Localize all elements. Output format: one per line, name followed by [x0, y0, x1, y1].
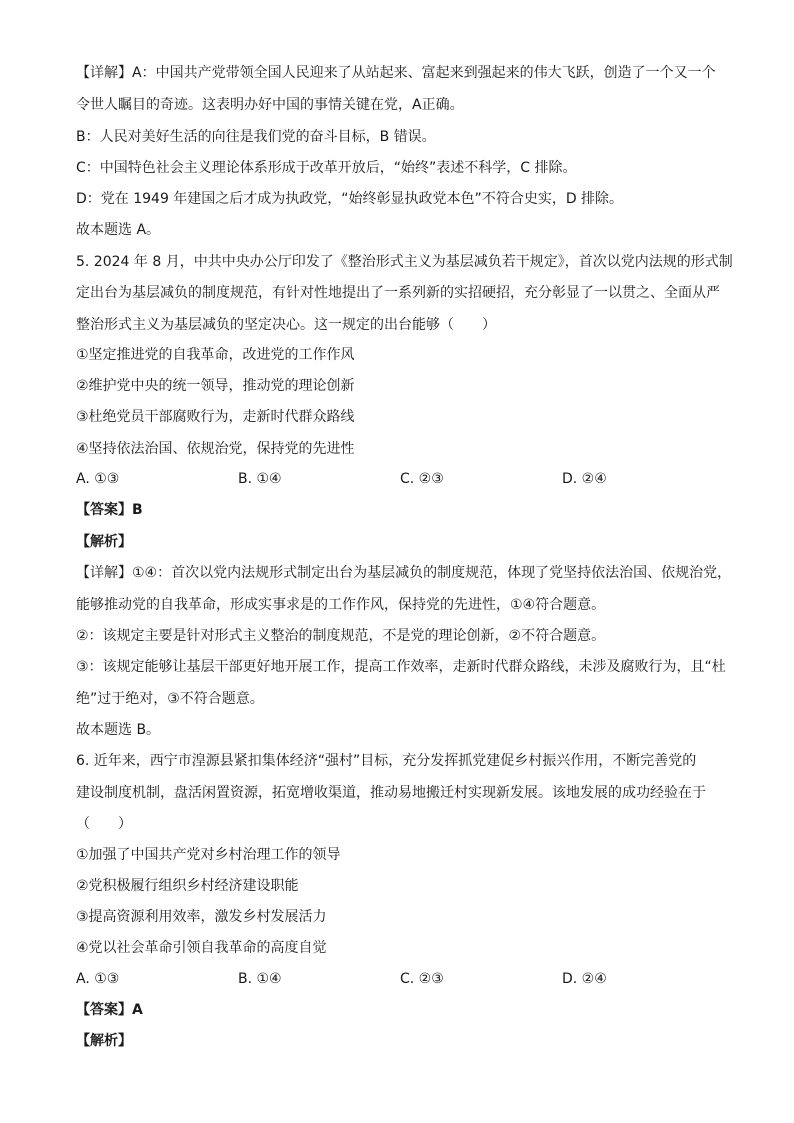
- q5-option-d: D. ②④: [562, 471, 607, 487]
- q5-statement-4: ④坚持依法治国、依规治党，保持党的先进性: [76, 441, 355, 457]
- q5-explain-line2: 能够推动党的自我革命，形成实事求是的工作作风，保持党的先进性，①④符合题意。: [76, 597, 606, 613]
- q6-stem-line1: 6. 近年来，西宁市湟源县紧扣集体经济“强村”目标，充分发挥抓党建促乡村振兴作用，不断完善党的: [76, 753, 697, 769]
- q5-statement-2: ②维护党中央的统一领导，推动党的理论创新: [76, 378, 355, 394]
- q5-explain-line1: 【详解】①④：首次以党内法规形式制定出台为基层减负的制度规范，体现了党坚持依法治国、依规治党，: [76, 565, 732, 581]
- q6-analysis-heading: 【解析】: [76, 1033, 132, 1049]
- q5-statement-1: ①坚定推进党的自我革命，改进党的工作作风: [76, 347, 355, 363]
- q6-stem-line2: 建设制度机制，盘活闲置资源，拓宽增收渠道，推动易地搬迁村实现新发展。该地发展的成功经验在于: [76, 785, 706, 801]
- q5-stem-line2: 定出台为基层减负的制度规范，有针对性地提出了一系列新的实招硬招，充分彰显了一以贯之、全面从严: [76, 285, 720, 301]
- q5-analysis-heading: 【解析】: [76, 534, 132, 550]
- q6-statement-1: ①加强了中国共产党对乡村治理工作的领导: [76, 847, 341, 863]
- q5-option-b: B. ①④: [238, 471, 282, 487]
- q5-answer: 【答案】B: [76, 502, 143, 518]
- q4-conclusion: 故本题选 A。: [76, 222, 161, 238]
- q5-explain-line5: 绝”过于绝对，③不符合题意。: [76, 691, 264, 707]
- q4-explain-a-line2: 令世人瞩目的奇迹。这表明办好中国的事情关键在党，A正确。: [76, 97, 464, 113]
- q6-answer: 【答案】A: [76, 1002, 143, 1018]
- q4-explain-d: D：党在 1949 年建国之后才成为执政党，“始终彰显执政党本色”不符合史实，D 排除。: [76, 191, 624, 207]
- q5-stem-line3: 整治形式主义为基层减负的坚定决心。这一规定的出台能够（ ）: [76, 317, 496, 333]
- q4-explain-b: B：人民对美好生活的向往是我们党的奋斗目标，B 错误。: [76, 129, 436, 145]
- q5-option-a: A. ①③: [76, 471, 120, 487]
- q5-stem-line1: 5. 2024 年 8 月，中共中央办公厅印发了《整治形式主义为基层减负若干规定》，首次以党内法规的形式制: [76, 254, 733, 270]
- q5-conclusion: 故本题选 B。: [76, 722, 161, 738]
- q5-statement-3: ③杜绝党员干部腐败行为，走新时代群众路线: [76, 409, 355, 425]
- q5-explain-line4: ③：该规定能够让基层干部更好地开展工作，提高工作效率，走新时代群众路线，未涉及腐败行为，且“杜: [76, 659, 726, 675]
- q6-stem-line3: （ ）: [76, 816, 132, 832]
- q6-option-d: D. ②④: [562, 971, 607, 987]
- q6-option-a: A. ①③: [76, 971, 120, 987]
- q4-explain-a-line1: 【详解】A：中国共产党带领全国人民迎来了从站起来、富起来到强起来的伟大飞跃，创造了一个又一个: [76, 65, 716, 81]
- q6-option-c: C. ②③: [400, 971, 444, 987]
- q4-explain-c: C：中国特色社会主义理论体系形成于改革开放后，“始终”表述不科学，C 排除。: [76, 160, 577, 176]
- q5-explain-line3: ②：该规定主要是针对形式主义整治的制度规范，不是党的理论创新，②不符合题意。: [76, 628, 606, 644]
- q6-statement-4: ④党以社会革命引领自我革命的高度自觉: [76, 940, 327, 956]
- q6-option-b: B. ①④: [238, 971, 282, 987]
- q6-statement-3: ③提高资源利用效率，激发乡村发展活力: [76, 909, 327, 925]
- q6-statement-2: ②党积极履行组织乡村经济建设职能: [76, 878, 299, 894]
- q5-option-c: C. ②③: [400, 471, 444, 487]
